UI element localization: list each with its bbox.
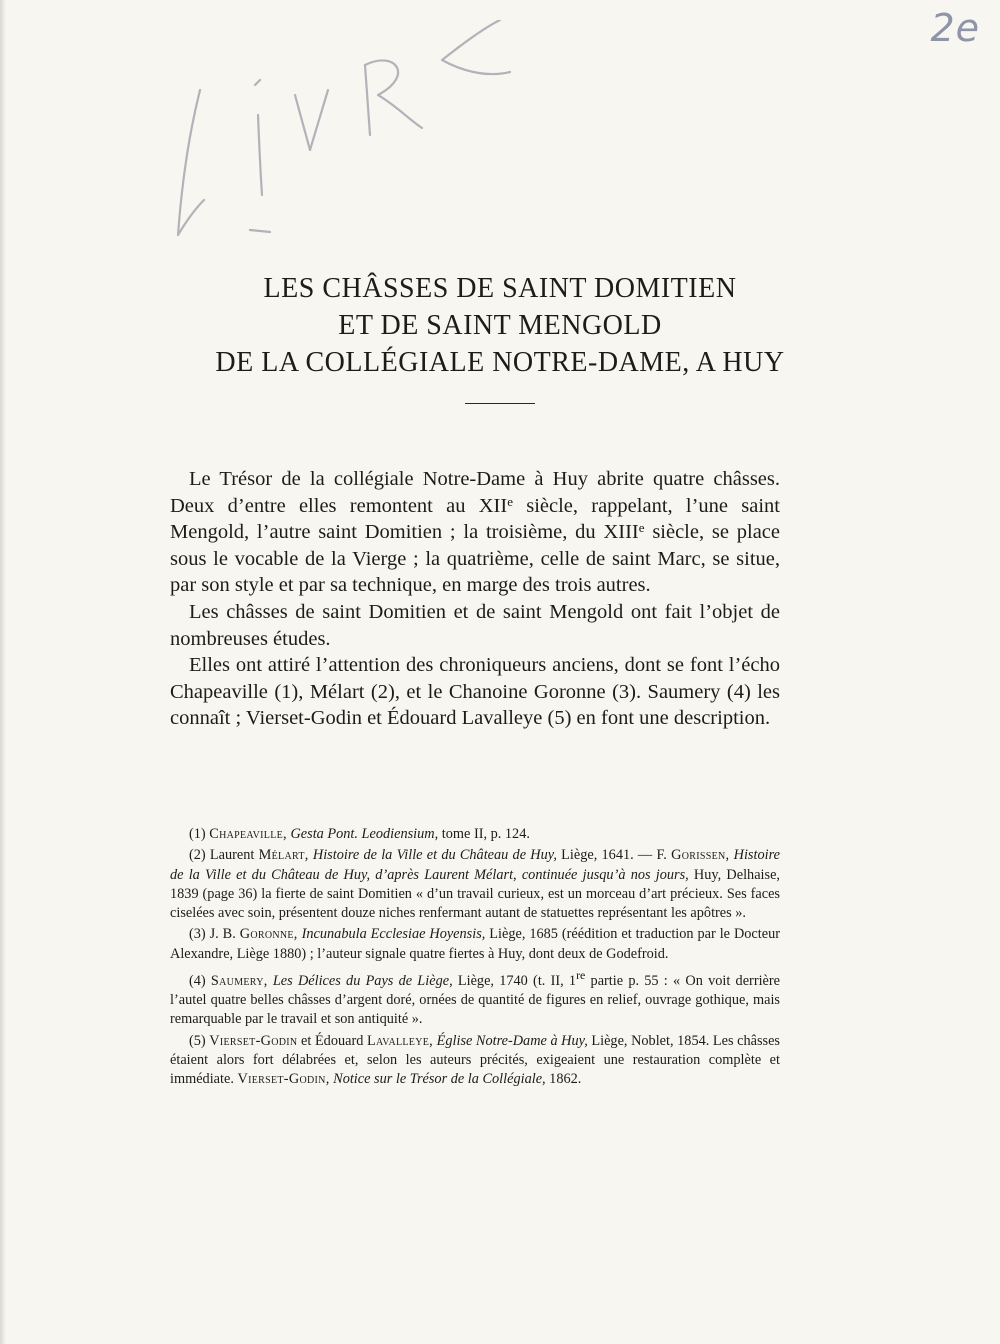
paragraph-1-part-b: siècle, rappelant, l’une saint Mengold, l’autre saint Domitien ; la troisième, du XIII [170, 494, 780, 544]
article-title [100, 270, 900, 404]
footnote-author: Saumery, [210, 972, 268, 989]
paragraph-2: Les châsses de saint Domitien et de saint Mengold ont fait l’objet de nombreuses études. [170, 600, 780, 650]
footnote-work: Gesta Pont. Leodiensium, [286, 826, 439, 842]
title-rule [465, 403, 535, 404]
footnote-number: (3) J. B. [189, 926, 240, 943]
footnote-number: (5) [189, 1032, 210, 1049]
footnote-work: Histoire de la Ville et du Château de Huy, [308, 847, 557, 864]
title-line-1: LES CHÂSSES DE SAINT DOMITIEN [263, 273, 737, 304]
footnote-text: partie p. 55 : « On voit derrière l’autel quatre belles châsses d’argent doré, ornées de quantité de figures en relief, ouvrage gothique, mais remarquable par le travail et son antiquité ». [170, 972, 780, 1028]
footnote-author: Goronne, [239, 926, 298, 943]
footnote-text: Liège, 1641. — F. [556, 847, 672, 864]
footnote-text: tome II, p. 124. [438, 826, 530, 842]
paragraph-3: Elles ont attiré l’attention des chroniqueurs anciens, dont se font l’écho Chapeaville (1), Mélart (2), et le Chanoine Goronne (3). Saumery (4) les connaît ; Vierset-Godin et Édouard Lavalleye (5) en font une description. [170, 654, 780, 730]
body-text [170, 466, 780, 732]
superscript-e: e [638, 520, 645, 536]
footnote-author: Vierset-Godin, [237, 1071, 330, 1088]
title-line-2: ET DE SAINT MENGOLD [338, 310, 662, 341]
footnote-5 [170, 1032, 780, 1090]
footnote-2 [170, 846, 780, 923]
footnote-text: Liège, Noblet, 1854. Les châsses étaient alors fort délabrées et, selon les auteurs précités, exigeaient une restauration complète et immédiate. [170, 1032, 780, 1088]
superscript-e: e [507, 493, 513, 509]
footnotes [170, 825, 780, 1092]
footnote-work: Les Délices du Pays de Liège, [267, 972, 453, 989]
title-line-3: DE LA COLLÉGIALE NOTRE-DAME, A HUY [215, 347, 785, 378]
footnote-4 [170, 966, 780, 1030]
footnote-text: 1862. [545, 1071, 582, 1088]
footnote-author: Lavalleye, [366, 1032, 434, 1049]
footnote-text: Huy, Delhaise, 1839 (page 36) la fierte de saint Domitien « d’un travail curieux, est un morceau d’art précieux. Ses faces ciselées avec soin, présentent douze niches renfermant autant de statuettes représentant les apôtres ». [170, 866, 780, 922]
paragraph-1 [170, 466, 780, 599]
footnote-number: (1) [189, 826, 210, 842]
footnote-text: Liège, 1685 (réédition et traduction par le Docteur Alexandre, Liège 1880) ; l’auteur signale quatre fiertes à Huy, dont deux de Godefroid. [170, 926, 780, 962]
footnote-author: Vierset-Godin [209, 1032, 298, 1049]
footnote-author: Mélart, [258, 847, 309, 864]
handwritten-annotation [160, 20, 520, 260]
footnote-author: Chapeaville, [209, 826, 287, 842]
footnote-text: et Édouard [297, 1032, 367, 1049]
footnote-work: Histoire de la Ville et du Château de Huy, d’après Laurent Mélart, continuée jusqu’à nos jours, [170, 847, 780, 883]
footnote-number: (2) Laurent [189, 847, 259, 864]
paragraph-1-part-c: siècle, se place sous le vocable de la Vierge ; la quatrième, celle de saint Marc, se situe, par son style et par sa technique, en marge des trois autres. [170, 521, 780, 597]
scan-edge [0, 0, 6, 1344]
footnote-work: Incunabula Ecclesiae Hoyensis, [297, 926, 486, 943]
footnote-3 [170, 925, 780, 964]
handwritten-livre-drawing [160, 20, 520, 260]
footnote-text: Liège, 1740 (t. II, 1 [452, 972, 577, 989]
corner-annotation: 2e [930, 6, 980, 50]
footnote-author: Gorissen, [671, 847, 730, 864]
footnote-1 [170, 825, 780, 844]
footnote-work: Notice sur le Trésor de la Collégiale, [329, 1071, 546, 1088]
footnote-number: (4) [189, 972, 211, 989]
superscript-re: re [576, 968, 586, 983]
footnote-work: Église Notre-Dame à Huy, [433, 1032, 588, 1049]
paragraph-1-part-a: Le Trésor de la collégiale Notre-Dame à Huy abrite quatre châsses. Deux d’entre elles remontent au XII [170, 468, 780, 517]
